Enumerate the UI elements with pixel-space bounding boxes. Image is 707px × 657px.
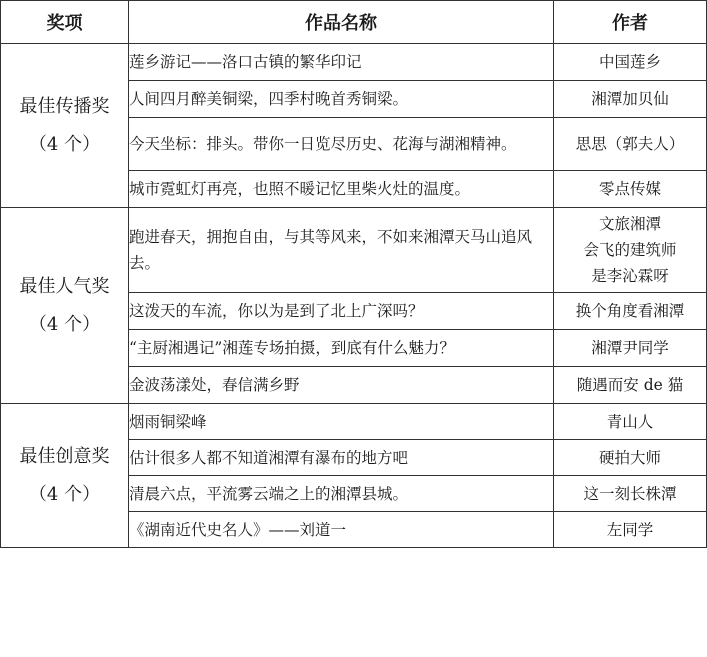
award-count: （4 个） xyxy=(28,483,101,505)
author-name: 换个角度看湘潭 xyxy=(575,302,685,320)
author-name: 硬拍大师 xyxy=(598,448,661,467)
table-row xyxy=(1,208,707,293)
award-name: 最佳创意奖 xyxy=(19,445,110,467)
author-name: 左同学 xyxy=(606,520,654,539)
header-award: 奖项 xyxy=(1,1,129,44)
author-cell xyxy=(554,476,707,512)
author-name: 中国莲乡 xyxy=(598,53,661,71)
header-author: 作者 xyxy=(554,1,707,44)
header-row xyxy=(1,1,707,44)
header-work: 作品名称 xyxy=(129,1,554,44)
author-name: 零点传媒 xyxy=(598,180,661,198)
award-count: （4 个） xyxy=(28,313,101,335)
author-name: 思思（郭夫人） xyxy=(575,135,685,153)
author-name: 湘潭加贝仙 xyxy=(591,90,669,108)
work-title: 金波荡漾处，春信满乡野 xyxy=(129,367,554,404)
author-cell xyxy=(554,330,707,367)
work-title: 跑进春天，拥抱自由，与其等风来，不如来湘潭天马山追风去。 xyxy=(129,208,554,293)
author-cell xyxy=(554,404,707,440)
award-name: 最佳人气奖 xyxy=(19,275,110,297)
work-title: “主厨湘遇记”湘莲专场拍摄，到底有什么魅力？ xyxy=(129,330,554,367)
work-title: 估计很多人都不知道湘潭有瀑布的地方吧 xyxy=(129,440,554,476)
award-count: （4 个） xyxy=(28,133,101,155)
award-category-cell xyxy=(1,208,129,404)
work-title: 今天坐标：排头。带你一日览尽历史、花海与湖湘精神。 xyxy=(129,118,554,171)
author-name: 青山人 xyxy=(606,412,654,431)
author-cell xyxy=(554,81,707,118)
table-row xyxy=(1,44,707,81)
work-title: 《湖南近代史名人》——刘道一 xyxy=(129,512,554,548)
award-category-cell xyxy=(1,44,129,208)
author-name: 文旅湘潭 xyxy=(598,215,661,233)
work-title: 清晨六点，平流雾云端之上的湘潭县城。 xyxy=(129,476,554,512)
author-name: 这一刻长株潭 xyxy=(583,484,677,503)
author-cell xyxy=(554,171,707,208)
award-name: 最佳传播奖 xyxy=(19,95,110,117)
work-title: 人间四月醉美铜梁，四季村晚首秀铜梁。 xyxy=(129,81,554,118)
author-cell xyxy=(554,293,707,330)
author-name: 湘潭尹同学 xyxy=(591,339,669,357)
work-title: 这泼天的车流，你以为是到了北上广深吗？ xyxy=(129,293,554,330)
table-row xyxy=(1,404,707,440)
author-cell xyxy=(554,44,707,81)
author-name: 随遇而安 de 猫 xyxy=(576,376,684,394)
award-category-cell xyxy=(1,404,129,548)
author-cell xyxy=(554,118,707,171)
author-name: 是李沁霖呀 xyxy=(591,267,669,285)
author-cell xyxy=(554,440,707,476)
author-cell xyxy=(554,367,707,404)
work-title: 城市霓虹灯再亮，也照不暖记忆里柴火灶的温度。 xyxy=(129,171,554,208)
work-title: 莲乡游记——洛口古镇的繁华印记 xyxy=(129,44,554,81)
work-title: 烟雨铜梁峰 xyxy=(129,404,554,440)
author-cell xyxy=(554,208,707,293)
author-name: 会飞的建筑师 xyxy=(583,241,677,259)
author-cell xyxy=(554,512,707,548)
